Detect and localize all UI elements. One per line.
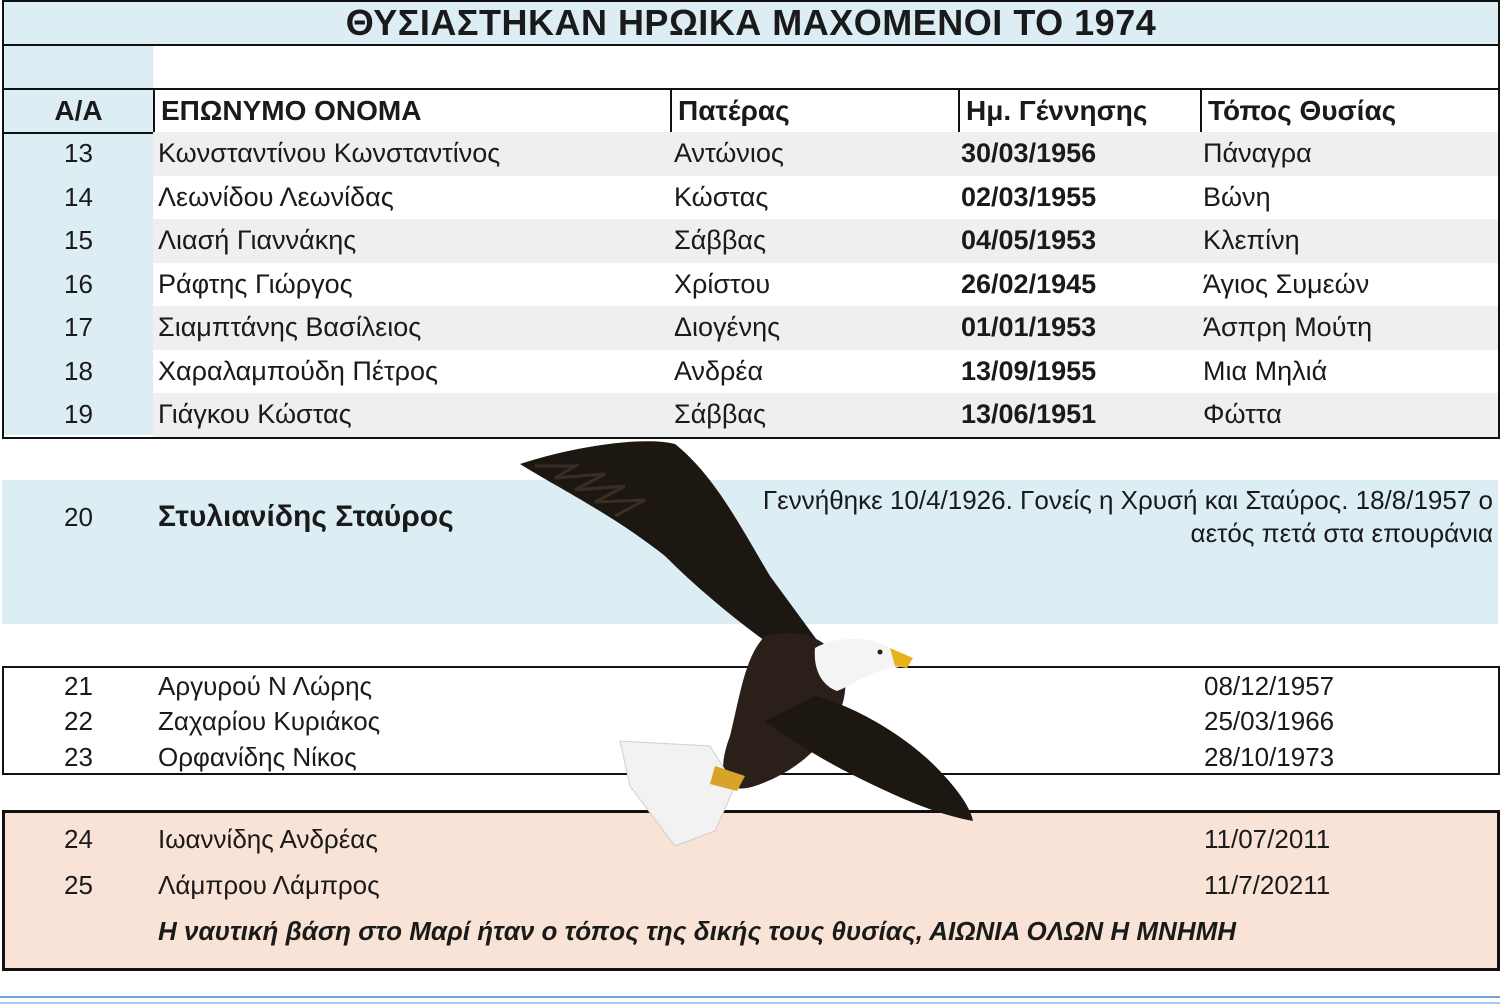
cell-name: Κωνσταντίνου Κωνσταντίνος — [158, 138, 501, 169]
cell-date: 25/03/1966 — [1204, 706, 1335, 736]
cell-name: Λιασή Γιαννάκης — [158, 225, 357, 256]
header-birth: Ημ. Γέννησης — [958, 90, 1200, 132]
cell-father: Χρίστου — [674, 268, 771, 299]
cell-name: Ράφτης Γιώργος — [158, 268, 353, 299]
cell-name: Λεωνίδου Λεωνίδας — [158, 181, 394, 212]
cell-father: Κώστας — [674, 181, 769, 212]
aa-cell: 15 — [64, 225, 93, 256]
table-row — [153, 393, 1498, 437]
cell-birth: 30/03/1956 — [961, 138, 1097, 169]
section20-note-line1: Γεννήθηκε 10/4/1926. Γονείς η Χρυσή και Σταύρος. 18/8/1957 ο — [762, 485, 1493, 515]
cell-name: Γιάγκου Κώστας — [158, 399, 352, 430]
cell-father: Σάββας — [674, 225, 766, 256]
table-header — [4, 88, 1498, 134]
cell-father: Αντώνιος — [674, 138, 784, 169]
aa-cell: 19 — [64, 399, 93, 430]
eagle-icon — [515, 436, 975, 856]
aa-cell: 18 — [64, 355, 93, 386]
aa-cell: 24 — [64, 823, 93, 854]
cell-place: Κλεπίνη — [1203, 225, 1300, 256]
cell-date: 28/10/1973 — [1204, 741, 1335, 772]
header-name: ΕΠΩΝΥΜΟ ΟΝΟΜΑ — [153, 90, 670, 132]
table-row — [153, 132, 1498, 176]
cell-place: Άγιος Συμεών — [1203, 268, 1370, 299]
cell-birth: 26/02/1945 — [961, 268, 1097, 299]
cell-father: Διογένης — [674, 312, 781, 343]
cell-birth: 01/01/1953 — [961, 312, 1097, 343]
page-title: ΘΥΣΙΑΣΤΗΚΑΝ ΗΡΩΙΚΑ ΜΑΧΟΜΕΝΟΙ ΤΟ 1974 — [4, 2, 1498, 46]
cell-date: 08/12/1957 — [1204, 670, 1335, 701]
table-row — [153, 350, 1498, 394]
aa-cell: 22 — [64, 706, 93, 736]
table-row — [153, 306, 1498, 350]
cell-place: Πάναγρα — [1203, 138, 1312, 169]
table-row — [153, 263, 1498, 307]
cell-name: Σιαμπτάνης Βασίλειος — [158, 312, 422, 343]
section20-note-line2: αετός πετά στα επουράνια — [1190, 518, 1493, 548]
aa-cell: 14 — [64, 181, 93, 212]
aa-cell: 23 — [64, 741, 93, 772]
aa-cell: 16 — [64, 268, 93, 299]
section3-memorial-note: Η ναυτική βάση στο Μαρί ήταν ο τόπος της δικής τους θυσίας, ΑΙΩΝΙΑ ΟΛΩΝ Η ΜΝΗΜΗ — [158, 916, 1237, 946]
cell-name: Αργυρού Ν Λώρης — [158, 670, 373, 701]
cell-birth: 13/09/1955 — [961, 355, 1097, 386]
aa-cell: 21 — [64, 670, 93, 701]
cell-birth: 13/06/1951 — [961, 399, 1097, 430]
cell-name: Ορφανίδης Νίκος — [158, 741, 357, 772]
cell-name: Χαραλαμπούδη Πέτρος — [158, 355, 439, 386]
bottom-rule-2 — [0, 1002, 1500, 1004]
aa-cell: 25 — [64, 869, 93, 900]
header-father: Πατέρας — [670, 90, 958, 132]
section20-name: Στυλιανίδης Σταύρος — [158, 500, 454, 533]
cell-name: Λάμπρου Λάμπρος — [158, 869, 380, 900]
cell-name: Ιωαννίδης Ανδρέας — [158, 823, 378, 854]
aa-cell: 13 — [64, 138, 93, 169]
cell-place: Βώνη — [1203, 181, 1271, 212]
cell-place: Φώττα — [1203, 399, 1282, 430]
header-place: Τόπος Θυσίας — [1200, 90, 1498, 132]
aa-cell: 17 — [64, 312, 93, 343]
cell-date: 11/07/2011 — [1204, 823, 1331, 854]
header-aa: Α/Α — [4, 90, 153, 132]
table-row — [153, 176, 1498, 220]
cell-place: Άσπρη Μούτη — [1203, 312, 1373, 343]
cell-name: Ζαχαρίου Κυριάκος — [158, 706, 381, 736]
cell-father: Σάββας — [674, 399, 766, 430]
cell-date: 11/7/20211 — [1204, 869, 1331, 900]
aa-cell: 20 — [64, 502, 93, 533]
cell-place: Μια Μηλιά — [1203, 355, 1328, 386]
cell-birth: 02/03/1955 — [961, 181, 1097, 212]
cell-birth: 04/05/1953 — [961, 225, 1097, 256]
bottom-rule — [0, 996, 1500, 998]
cell-father: Ανδρέα — [674, 355, 764, 386]
table-row — [153, 219, 1498, 263]
